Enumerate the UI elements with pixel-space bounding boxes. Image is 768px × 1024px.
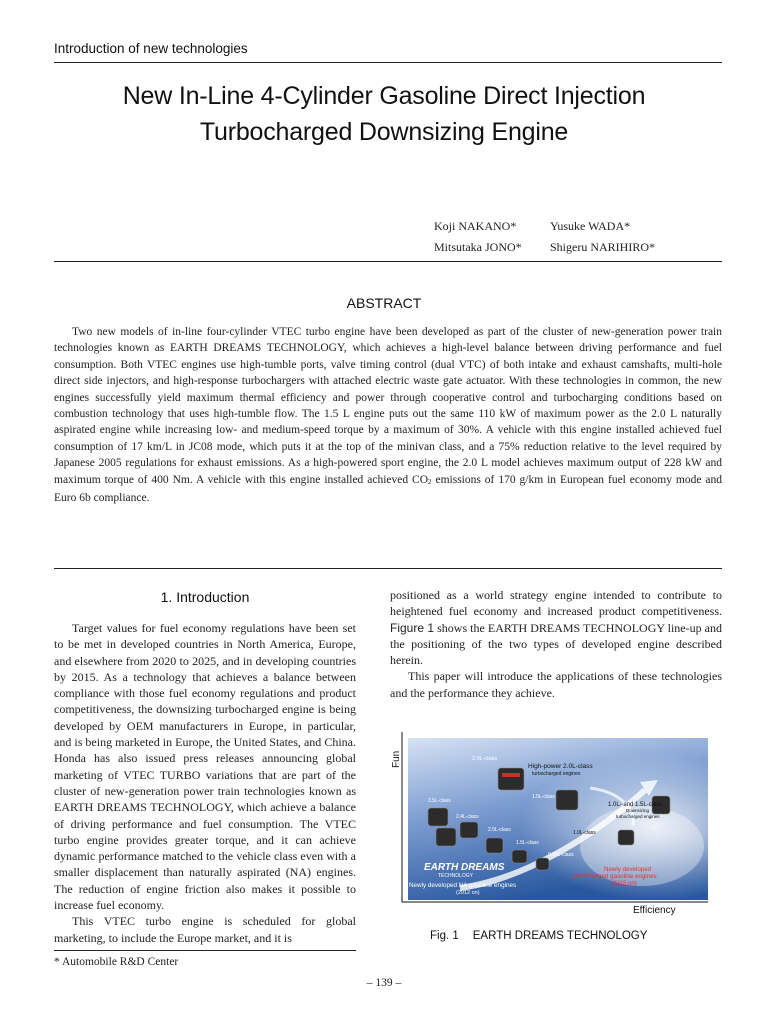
author-list — [434, 216, 655, 258]
introduction-heading: 1. Introduction — [160, 589, 250, 605]
footnote-rule — [54, 950, 356, 951]
label-3-5l-class: 3.5L-class — [428, 798, 451, 804]
page-number: – 139 – — [366, 977, 402, 989]
authors-rule — [54, 261, 722, 262]
body-paragraph — [390, 587, 722, 668]
body-paragraph: This paper will introduce the applications of these technologies and the performance they achieve. — [390, 669, 722, 700]
brand-logo-text: EARTH DREAMS — [424, 862, 505, 873]
author-name: Mitsutaka JONO* — [434, 240, 522, 254]
abstract-text — [54, 324, 722, 506]
body-paragraph: Target values for fuel economy regulations have been set to be met in developed countries in North America, Europe, and elsewhere from 2020 to 2025, and in developing countries by 2015. As a technology that achieves a balance between compliance with those fuel economy regulations and product competitiveness, the downsizing turbocharged engine is being developed by OEM manufacturers in Europe, in particular, and is being marketed in Europe, the United States, and China. Honda has also issued press releases announcing global marketing of VTEC TURBO variations that are part of the cluster of new-generation power train technologies known as EARTH DREAMS TECHNOLOGY, which achieve a balance of driving performance and fuel consumption. The VTEC turbo engine provides greater torque, and it can achieve dynamic performance matched to the vehicle class even with a smaller displacement than naturally aspirated (NA) engines. The reduction of engine friction also makes it possible to increase fuel economy. — [54, 621, 356, 913]
label-2-4l-class: 2.4L-class — [456, 814, 479, 820]
label-na-engines: Newly developed NA gasoline engines — [409, 882, 517, 889]
author-row — [434, 216, 655, 237]
author-name: Shigeru NARIHIRO* — [550, 240, 655, 254]
label-1-5l-class-b: 1.5L-class — [516, 840, 539, 846]
label-downsizing-3: turbocharged engines — [616, 814, 660, 819]
author-name: Yusuke WADA* — [550, 219, 631, 233]
section-label: Introduction of new technologies — [54, 41, 248, 56]
label-na-years: (2012 on) — [456, 890, 480, 896]
label-new-turbo-3: (2015 on) — [611, 881, 637, 887]
figure-reference: Figure 1 — [390, 620, 435, 635]
figure-caption-text: EARTH DREAMS TECHNOLOGY — [472, 930, 648, 942]
label-new-turbo-2: turbocharged gasoline engines — [572, 873, 657, 880]
label-1-0l-class: 1.0L-class — [573, 830, 596, 836]
body-paragraph: This VTEC turbo engine is scheduled for global marketing, to include the Europe market, and it is — [54, 914, 356, 945]
left-column — [54, 620, 356, 946]
right-column — [390, 587, 722, 701]
label-new-turbo: Newly developed — [604, 866, 652, 873]
label-1-5l-class: 1.5L-class — [532, 794, 555, 800]
abstract-heading: ABSTRACT — [346, 295, 422, 311]
abstract-subscript: 2 — [428, 477, 432, 486]
footnote: * Automobile R&D Center — [54, 956, 179, 968]
label-high-power: High-power 2.0L-class — [528, 763, 593, 770]
x-axis-label: Efficiency — [633, 905, 676, 916]
abstract-text-end: emissions of 170 g/km in European fuel economy mode and Euro 6b compliance. — [54, 473, 723, 505]
title-line-2: Turbocharged Downsizing Engine — [199, 118, 569, 146]
abstract-text-main: Two new models of in-line four-cylinder VTEC turbo engine have been developed as part of the cluster of new-generation power train technologies known as EARTH DREAMS TECHNOLOGY, which achieves a high-level balance between driving performance and fuel consumption. Both VTEC engines use high-tumble ports, valve timing control (dual VTC) of both intake and exhaust camshafts, multi-hole direct side injectors, and high-response turbochargers with attached electric waste gate actuator. With these technologies in common, the new engines successfully yield maximum thermal efficiency and power through cooperative control and turbocharging conditions based on combustion technology that uses high-tumble flow. The 1.5 L engine puts out the same 110 kW of maximum power as the 2.0 L naturally aspirated engine while increasing low- and medium-speed torque by a maximum of 30%. A vehicle with this engine installed achieved fuel consumption of 17 km/L in JC08 mode, which puts it at the top of the minivan class, and a 75% reduction relative to the level required by Japanese 2005 regulations for exhaust emissions. As a high-powered sport engine, the 2.0 L model achieves maximum output of 228 kW and maximum torque of 400 Nm. A vehicle with this engine installed achieved CO — [54, 326, 722, 486]
figure-caption-number: Fig. 1 — [430, 930, 459, 942]
y-axis-label: Fun — [391, 750, 402, 768]
figure-1 — [390, 730, 720, 916]
label-2-0l-class: 2.0L-class — [472, 756, 498, 762]
label-downsizing-2: Downsizing — [626, 808, 650, 813]
label-2-0l-class-b: 2.0L-class — [488, 827, 511, 833]
figure-caption — [430, 930, 647, 942]
label-high-power-sub: turbocharged engines — [532, 771, 581, 777]
page-title — [40, 78, 728, 150]
author-row — [434, 237, 655, 258]
abstract-rule — [54, 568, 722, 569]
body-text: shows the EARTH DREAMS TECHNOLOGY line-up and the positioning of the two types of developed engine described herein. — [390, 620, 722, 668]
label-0-66l-class: 0.66L-class — [548, 852, 574, 858]
label-downsizing: 1.0L- and 1.5L-class — [608, 802, 663, 808]
title-line-1: New In-Line 4-Cylinder Gasoline Direct Injection — [122, 82, 646, 110]
brand-logo-sub: TECHNOLOGY — [438, 873, 474, 879]
header-rule — [54, 62, 722, 63]
body-text: positioned as a world strategy engine intended to contribute to heightened fuel economy and increased product competitiveness. — [390, 588, 722, 619]
author-name: Koji NAKANO* — [434, 219, 517, 233]
